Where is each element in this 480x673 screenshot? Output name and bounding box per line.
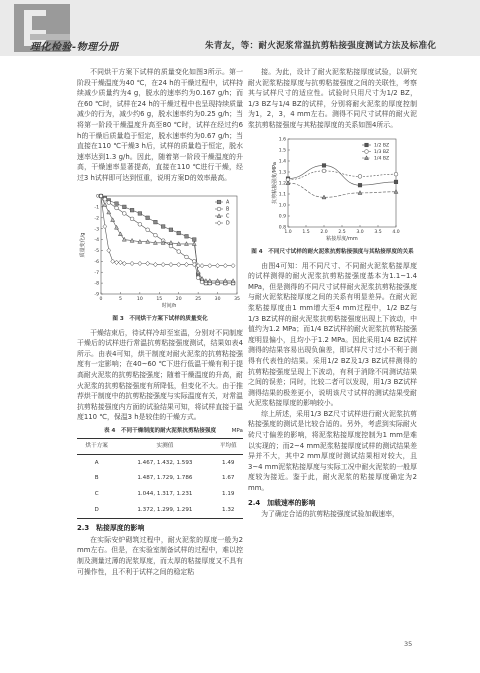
y-tick-label: 1.6 — [278, 137, 286, 143]
left-column — [77, 67, 243, 577]
section-title: 2.4 加载速率的影响 — [248, 498, 316, 507]
series-line — [101, 196, 233, 266]
data-point — [107, 248, 111, 252]
data-point — [322, 163, 326, 167]
table-cell: 1.49 — [221, 459, 235, 466]
data-point — [200, 280, 204, 284]
table-cell: 1.467, 1.432, 1.593 — [137, 459, 193, 466]
data-point — [177, 262, 181, 266]
data-point — [185, 234, 189, 238]
data-point — [115, 206, 119, 210]
table-4-unit: MPa — [231, 427, 243, 434]
data-point — [103, 197, 107, 201]
y-axis-label: 抗剪粘接强度/MPa — [272, 161, 278, 204]
data-point — [115, 201, 119, 205]
running-title: 朱青友，等：耐火泥浆常温抗剪粘接强度测试方法及标准化 — [205, 41, 437, 51]
data-point — [123, 205, 127, 209]
data-point — [223, 263, 227, 267]
x-tick-label: 25 — [195, 296, 202, 302]
y-tick-label: 1.4 — [278, 159, 286, 165]
data-point — [153, 262, 157, 266]
x-tick-label: 1.5 — [302, 229, 310, 235]
y-tick-label: 0 — [96, 194, 99, 200]
paragraph: 接。为此，设计了耐火泥浆粘接厚度试验，以研究耐火泥浆粘接厚度与抗剪粘接强度之间的关联性，考察其与试样尺寸的适应性。试验时只用尺寸为1/2 BZ，1/3 BZ与1/4 BZ的试样，分别将耐火泥浆的厚度控制为1，2，3，4 mm左右。测得不同尺寸试样的耐火泥浆抗剪粘接强度与其粘接厚度的关系如图4所示。 — [248, 68, 417, 129]
y-tick-label: -8 — [94, 281, 99, 287]
data-point — [365, 143, 369, 147]
legend-label: A — [226, 200, 230, 206]
data-point — [154, 220, 158, 224]
data-point — [358, 183, 362, 187]
paragraph: 不同烘干方案下试样的质量变化如图3所示。第一阶段干燥温度为40 ℃，在24 h的干燥过程中，试样持续减少质量约为4 g，脱水的速率约为0.167 g/h；而在60 ℃时，试样在24 h的干燥过程中也呈现持续质量减少的行为，减少约6 g，脱水速率约为0.25 g/h；当将第一阶段干燥温度升高至80 ℃时，试样在经过约6 h的干燥后质量趋于恒定，脱水速率约为0.67 g/h；当直接在110 ℃干燥3 h后，试样的质量趋于恒定，脱水速率达到1.3 g/h。因此，随着第一阶段干燥温度的升高，干燥速率显著提高，直接在110 ℃进行干燥，经过3 h试样即可达到恒重，说明方案D的效率最高。 — [77, 68, 243, 182]
y-tick-label: 0.8 — [278, 225, 286, 231]
y-tick-label: -3 — [94, 226, 99, 232]
y-tick-label: -1 — [94, 205, 99, 211]
data-point — [231, 263, 235, 267]
y-tick-label: -5 — [94, 248, 99, 254]
table-row — [77, 487, 243, 503]
table-cell: C — [94, 491, 99, 498]
legend-label: B — [226, 207, 230, 213]
x-tick-label: 2.0 — [320, 229, 328, 235]
data-point — [146, 227, 150, 231]
legend-label: 1/4 BZ — [374, 156, 390, 162]
data-point — [394, 189, 398, 193]
table-header-row — [77, 439, 243, 455]
data-point — [103, 202, 107, 206]
right-column — [248, 67, 417, 520]
data-point — [146, 261, 150, 265]
data-point — [138, 222, 142, 226]
data-point — [111, 259, 115, 263]
x-tick-label: 15 — [156, 296, 163, 302]
data-point — [192, 237, 196, 241]
data-point — [118, 260, 122, 264]
data-point — [130, 208, 134, 212]
y-tick-label: 1.5 — [278, 148, 286, 154]
data-point — [130, 261, 134, 265]
data-point — [196, 275, 200, 279]
series-line — [101, 196, 233, 281]
y-tick-label: 1.0 — [278, 203, 286, 209]
legend-label: C — [226, 214, 230, 220]
journal-brand: 理化检验-物理分册 — [30, 42, 119, 53]
data-point — [122, 211, 126, 215]
table-4-caption — [77, 426, 243, 437]
data-point — [169, 262, 173, 266]
legend-label: 1/2 BZ — [374, 143, 390, 149]
paragraph: 在实际安炉砌筑过程中，耐火泥浆的厚度一般为2 mm左右。但是，在实验室制备试样的过程中，难以控制及测量过薄的泥浆厚度，而太厚的粘接厚度又不具有可操作性，且不利于试样之间的稳定粘 — [77, 535, 243, 576]
paragraph: 综上所述，采用1/3 BZ尺寸试样进行耐火泥浆抗剪粘接强度的测试是比较合适的。另外，考虑到实际耐火砖尺寸偏差的影响，将泥浆粘接厚度控制为1 mm是难以实现的；而2~4 mm泥浆粘接厚度试样的测试结果差异并不大，其中2 mm厚度时测试结果相对较大，且3~4 mm泥浆粘接厚度与实际工况中耐火泥浆的一般厚度较为接近。鉴于此，耐火泥浆的粘接厚度确定为2 mm。 — [248, 409, 417, 493]
data-point — [208, 263, 212, 267]
data-point — [394, 172, 398, 176]
table-cell: 1.487, 1.729, 1.786 — [137, 475, 193, 482]
data-point — [115, 225, 119, 229]
table-cell: 1.044, 1.317, 1.231 — [137, 491, 193, 498]
table-4-title: 表 4 不同干燥制度的耐火泥浆抗剪粘接强度 — [103, 427, 217, 434]
data-point — [138, 211, 142, 215]
data-point — [169, 227, 173, 231]
section-title: 2.3 粘接厚度的影响 — [77, 524, 145, 533]
data-point — [184, 262, 188, 266]
x-tick-label: 10 — [136, 296, 143, 302]
y-tick-label: -6 — [94, 259, 99, 265]
table-cell: B — [94, 475, 99, 482]
y-tick-label: 0.9 — [278, 214, 286, 220]
data-point — [161, 262, 165, 266]
table-cell: 1.19 — [221, 491, 235, 498]
figure-3-caption: 图 3 不同烘干方案下试样的质量变化 — [112, 315, 208, 322]
figure-4-caption: 图 4 不同尺寸试样的耐火泥浆抗剪粘接强度与其粘接厚度的关系 — [251, 248, 414, 255]
figure-4-chart — [248, 135, 417, 245]
x-tick-label: 20 — [175, 296, 182, 302]
table-cell: 1.67 — [221, 475, 235, 482]
table-cell: 1.372, 1.299, 1.291 — [116, 502, 213, 518]
table-cell: 1.32 — [213, 502, 243, 518]
data-point — [358, 174, 362, 178]
paragraph: 由图4可知：用不同尺寸、不同耐火泥浆粘接厚度的试样测得的耐火泥浆抗剪粘接强度基本为1.1~1.4 MPa，但是测得的不同尺寸试样耐火泥浆抗剪粘接强度与耐火泥浆粘接厚度之间的关系有明显差异。在耐火泥浆粘接厚度由1 mm增大至4 mm过程中，1/2 BZ与1/3 BZ试样的耐火泥浆抗剪粘接强度出现上下波动，中值约为1.2 MPa；而1/4 BZ试样的耐火泥浆抗剪粘接强度明显偏小，且均小于1.2 MPa。因此采用1/4 BZ试样测得的结果容易出现负偏差，即试样尺寸过小不利于测得有代表性的结果。采用1/2 BZ及1/3 BZ试样测得的抗剪粘接强度呈现上下波动，有利于消除不同测试结果之间的误差；同时，比较二者可以发现，用1/3 BZ试样测得结果的极差更小，说明该尺寸试样的测试结果受耐火泥浆粘接厚度的影响较小。 — [248, 261, 417, 408]
paragraph: 干燥结束后，待试样冷却至室温，分别对不同制度干燥后的试样进行常温抗剪粘接强度测试，结果如表4所示。由表4可知，烘干制度对耐火泥浆的抗剪粘接强度有一定影响；在40~60 ℃下进行低温干燥有利于提高耐火泥浆的抗剪粘接强度；随着干燥温度的升高，耐火泥浆的抗剪粘接强度有所降低，但变化不大。由于推荐烘干制度中的抗剪粘接强度与实际温度有关，对常温抗剪粘接强度内方面的试验结果可知，将试样直接于温度110 ℃，保温3 h是较佳的干燥方式。 — [77, 328, 243, 422]
series-line — [101, 196, 233, 283]
data-point — [217, 220, 221, 224]
table-header-cell: 平均值 — [213, 439, 243, 455]
x-tick-label: 30 — [214, 296, 221, 302]
paragraph: 为了确定合适的抗剪粘接强度试验加载速率， — [261, 510, 399, 519]
x-tick-label: 3.5 — [374, 229, 382, 235]
data-point — [394, 180, 398, 184]
data-point — [200, 263, 204, 267]
x-axis-label: 粘接厚度/mm — [326, 235, 358, 242]
y-axis-label: 质量变化/g — [80, 232, 86, 257]
series-line — [288, 183, 396, 197]
y-tick-label: -4 — [94, 237, 99, 243]
data-point — [365, 149, 369, 153]
data-point — [217, 200, 221, 204]
data-point — [185, 255, 189, 259]
table-row — [77, 471, 243, 487]
x-tick-label: 4.0 — [392, 229, 400, 235]
data-point — [177, 231, 181, 235]
table-header-cell: 烘干方案 — [77, 439, 116, 455]
data-point — [161, 224, 165, 228]
series-line — [288, 165, 396, 185]
data-point — [146, 216, 150, 220]
y-tick-label: 1.3 — [278, 170, 286, 176]
table-cell: A — [94, 459, 99, 466]
data-point — [115, 260, 119, 264]
table-header-cell: 实测值 — [116, 439, 213, 455]
data-point — [138, 261, 142, 265]
table-4 — [77, 438, 243, 519]
data-point — [217, 207, 221, 211]
data-point — [216, 263, 220, 267]
data-point — [103, 224, 107, 228]
legend-label: D — [226, 221, 230, 227]
y-tick-label: 1.1 — [278, 192, 286, 198]
x-tick-label: 3.0 — [356, 229, 364, 235]
data-point — [286, 180, 290, 184]
data-point — [118, 231, 122, 235]
data-point — [154, 233, 158, 237]
data-point — [111, 217, 115, 221]
y-tick-label: 1.2 — [278, 181, 286, 187]
x-tick-label: 5 — [118, 296, 122, 302]
data-point — [169, 244, 173, 248]
table-row — [77, 455, 243, 471]
y-tick-label: -2 — [94, 215, 99, 221]
x-tick-label: 35 — [234, 296, 240, 302]
y-tick-label: -9 — [94, 292, 99, 298]
data-point — [322, 169, 326, 173]
page-number: 35 — [404, 640, 413, 648]
legend-label: 1/3 BZ — [374, 149, 390, 155]
data-point — [122, 261, 126, 265]
table-cell: D — [77, 502, 116, 518]
figure-3-chart — [77, 190, 243, 312]
x-tick-label: 1.0 — [284, 229, 292, 235]
data-point — [107, 200, 111, 204]
x-axis-label: 时间/h — [161, 302, 177, 309]
table-row — [77, 502, 243, 518]
series-line — [101, 196, 233, 283]
x-tick-label: 2.5 — [338, 229, 346, 235]
data-point — [177, 249, 181, 253]
x-tick-label: 0 — [99, 296, 103, 302]
y-tick-label: -7 — [94, 270, 99, 276]
data-point — [107, 210, 111, 214]
data-point — [130, 216, 134, 220]
